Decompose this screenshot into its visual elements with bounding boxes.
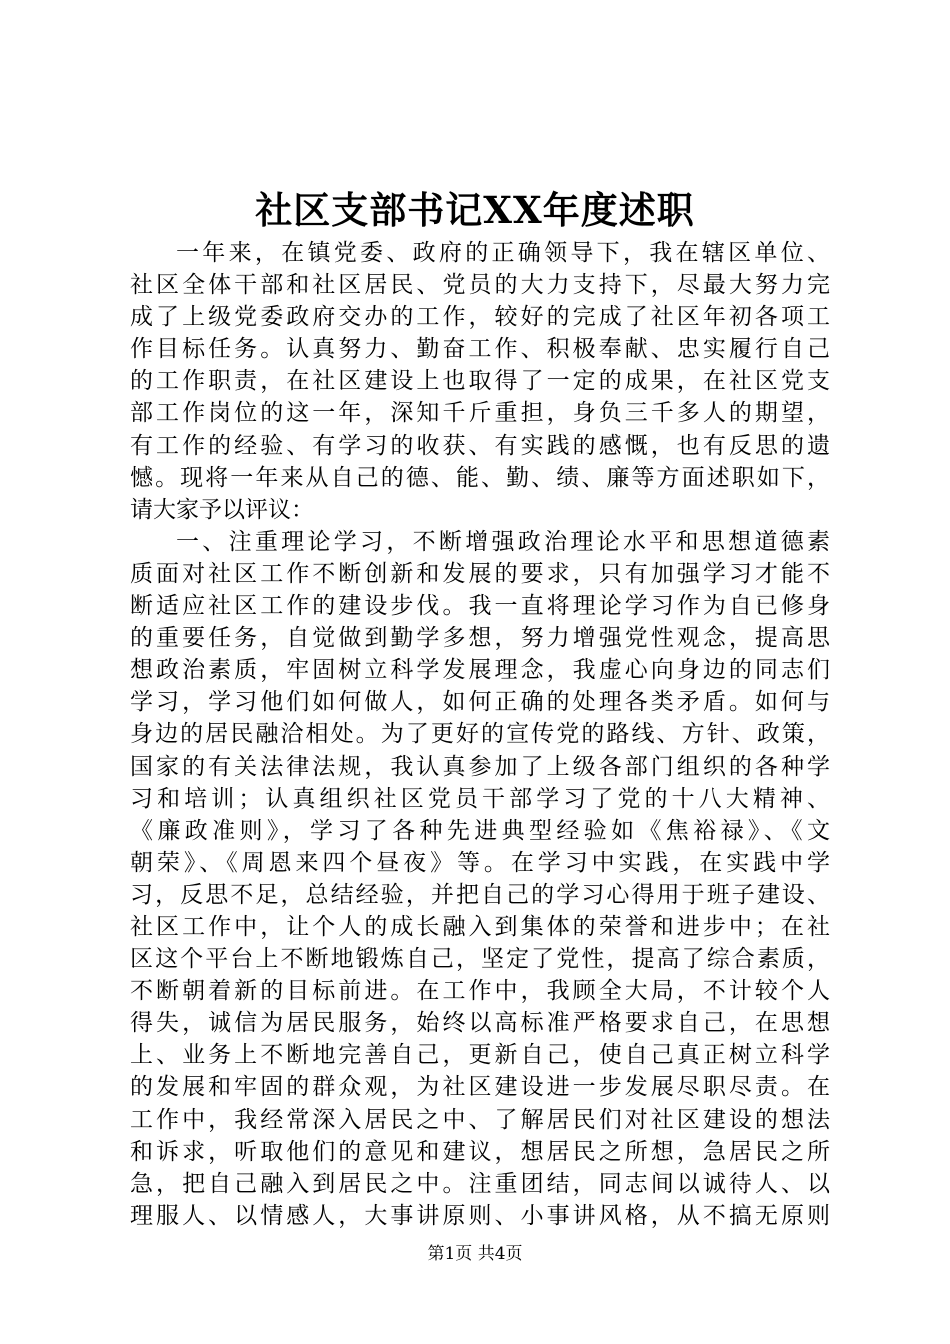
text-line: 工作中，我经常深入居民之中、了解居民们对社区建设的想法 [130, 1106, 830, 1133]
document-title: 社区支部书记XX年度述职 [255, 188, 695, 232]
text-line: 习和培训；认真组织社区党员干部学习了党的十八大精神、 [130, 785, 830, 812]
text-line: 的发展和牢固的群众观，为社区建设进一步发展尽职尽责。在 [130, 1074, 830, 1101]
document-body [130, 237, 830, 1232]
text-line: 请大家予以评议： [130, 496, 314, 523]
text-line: 国家的有关法律法规，我认真参加了上级各部门组织的各种学 [130, 753, 830, 780]
text-line: 学习，学习他们如何做人，如何正确的处理各类矛盾。如何与 [130, 689, 830, 716]
text-line: 和诉求，听取他们的意见和建议，想居民之所想，急居民之所 [130, 1138, 830, 1165]
text-line: 理服人、以情感人，大事讲原则、小事讲风格，从不搞无原则 [130, 1202, 830, 1229]
text-line: 急，把自己融入到居民之中。注重团结，同志间以诚待人、以 [130, 1170, 830, 1197]
text-line: 不断朝着新的目标前进。在工作中，我顾全大局，不计较个人 [130, 978, 830, 1005]
text-line: 朝荣》、《周恩来四个昼夜》等。在学习中实践，在实践中学 [130, 849, 830, 876]
paragraph [130, 526, 830, 1232]
text-line: 习，反思不足，总结经验，并把自己的学习心得用于班子建设、 [130, 881, 830, 908]
text-line: 成了上级党委政府交办的工作，较好的完成了社区年初各项工 [130, 304, 830, 331]
text-line: 有工作的经验、有学习的收获、有实践的感慨，也有反思的遗 [130, 432, 830, 459]
text-line: 《廉政准则》，学习了各种先进典型经验如《焦裕禄》、《文 [130, 817, 830, 844]
text-line: 的工作职责，在社区建设上也取得了一定的成果，在社区党支 [130, 368, 830, 395]
text-line: 质面对社区工作不断创新和发展的要求，只有加强学习才能不 [130, 560, 830, 587]
page-footer: 第1页 共4页 [427, 1244, 523, 1264]
text-line: 一、注重理论学习，不断增强政治理论水平和思想道德素 [176, 528, 830, 555]
text-line: 的重要任务，自觉做到勤学多想，努力增强党性观念，提高思 [130, 625, 830, 652]
text-line: 部工作岗位的这一年，深知千斤重担，身负三千多人的期望， [130, 400, 830, 427]
text-line: 断适应社区工作的建设步伐。我一直将理论学习作为自已修身 [130, 593, 830, 620]
paragraph [130, 237, 830, 526]
text-line: 得失，诚信为居民服务，始终以高标准严格要求自己，在思想 [130, 1010, 830, 1037]
text-line: 作目标任务。认真努力、勤奋工作、积极奉献、忠实履行自己 [130, 336, 830, 363]
text-line: 社区全体干部和社区居民、党员的大力支持下，尽最大努力完 [130, 272, 830, 299]
text-line: 区这个平台上不断地锻炼自己，坚定了党性，提高了综合素质， [130, 946, 830, 973]
text-line: 憾。现将一年来从自己的德、能、勤、绩、廉等方面述职如下， [130, 464, 830, 491]
text-line: 想政治素质，牢固树立科学发展理念，我虚心向身边的同志们 [130, 657, 830, 684]
text-line: 上、业务上不断地完善自己，更新自己，使自己真正树立科学 [130, 1042, 830, 1069]
text-line: 社区工作中，让个人的成长融入到集体的荣誉和进步中；在社 [130, 913, 830, 940]
text-line: 身边的居民融洽相处。为了更好的宣传党的路线、方针、政策， [130, 721, 830, 748]
text-line: 一年来，在镇党委、政府的正确领导下，我在辖区单位、 [176, 240, 830, 266]
